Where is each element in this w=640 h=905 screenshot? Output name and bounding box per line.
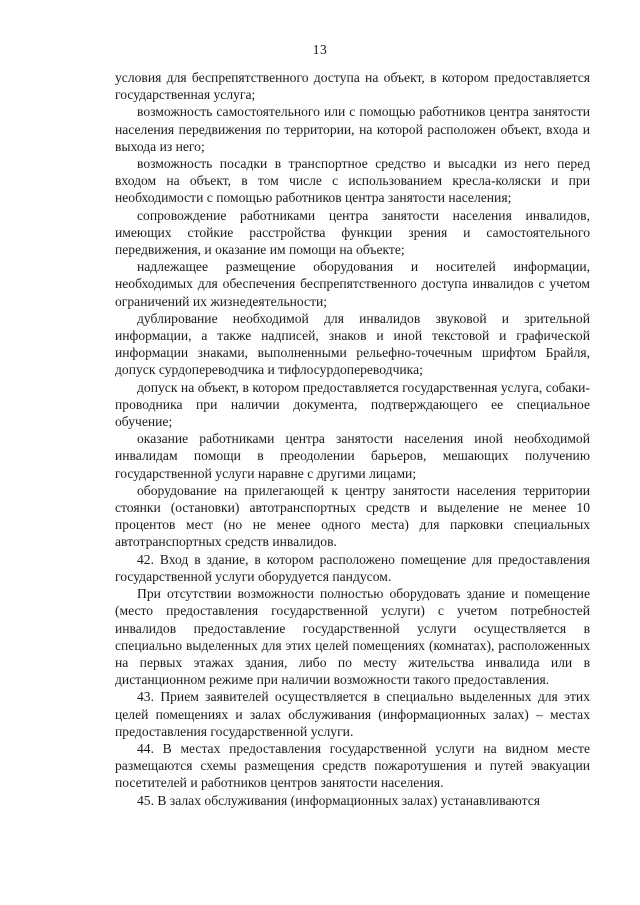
page-number: 13 (312, 42, 328, 57)
paragraph: допуск на объект, в котором предоставляется государственная услуга, собаки-проводника при наличии документа, подтверждающего ее специальное обучение; (115, 379, 590, 430)
document-body (115, 69, 590, 809)
paragraph: При отсутствии возможности полностью оборудовать здание и помещение (место предоставления государственной услуги) с учетом потребностей инвалидов предоставление государственной услуги осуществляется в специально выделенных для этих целей помещениях (комнатах), расположенных на первых этажах здания, либо по месту жительства инвалида или в дистанционном режиме при наличии возможности такого предоставления. (115, 586, 590, 688)
paragraph: сопровождение работниками центра занятости населения инвалидов, имеющих стойкие расстройства функции зрения и самостоятельного передвижения, и оказание им помощи на объекте; (115, 207, 590, 258)
paragraph: оборудование на прилегающей к центру занятости населения территории стоянки (остановки) автотранспортных средств и выделение не менее 10 процентов мест (но не менее одного места) для парковки специальных автотранспортных средств инвалидов. (115, 482, 590, 550)
paragraph: 42. Вход в здание, в котором расположено помещение для предоставления государственной услуги оборудуется пандусом. (115, 551, 590, 584)
paragraph: 44. В местах предоставления государственной услуги на видном месте размещаются схемы размещения средств пожаротушения и путей эвакуации посетителей и работников центров занятости населения. (115, 740, 590, 791)
paragraph: надлежащее размещение оборудования и носителей информации, необходимых для обеспечения беспрепятственного доступа инвалидов с учетом ограничений их жизнедеятельности; (115, 259, 590, 309)
paragraph: 43. Прием заявителей осуществляется в специально выделенных для этих целей помещениях и залах обслуживания (информационных залах) – местах предоставления государственной услуги. (115, 689, 590, 739)
paragraph: условия для беспрепятственного доступа на объект, в котором предоставляется государственная услуга; (115, 70, 590, 103)
paragraph: дублирование необходимой для инвалидов звуковой и зрительной информации, а также надписей, знаков и иной текстовой и графической информации знаками, выполненными рельефно-точечным шрифтом Брайля, допуск сурдопереводчика и тифлосурдопереводчика; (115, 310, 590, 378)
paragraph: оказание работниками центра занятости населения иной необходимой инвалидам помощи в преодолении барьеров, мешающих получению государственной услуги наравне с другими лицами; (115, 431, 590, 481)
paragraph: возможность самостоятельного или с помощью работников центра занятости населения передвижения по территории, на которой расположен объект, входа и выхода из него; (115, 104, 590, 154)
paragraph: 45. В залах обслуживания (информационных залах) устанавливаются (137, 792, 540, 808)
paragraph: возможность посадки в транспортное средство и высадки из него перед входом на объект, в том числе с использованием кресла-коляски и при необходимости с помощью работников центра занятости населения; (115, 156, 590, 206)
